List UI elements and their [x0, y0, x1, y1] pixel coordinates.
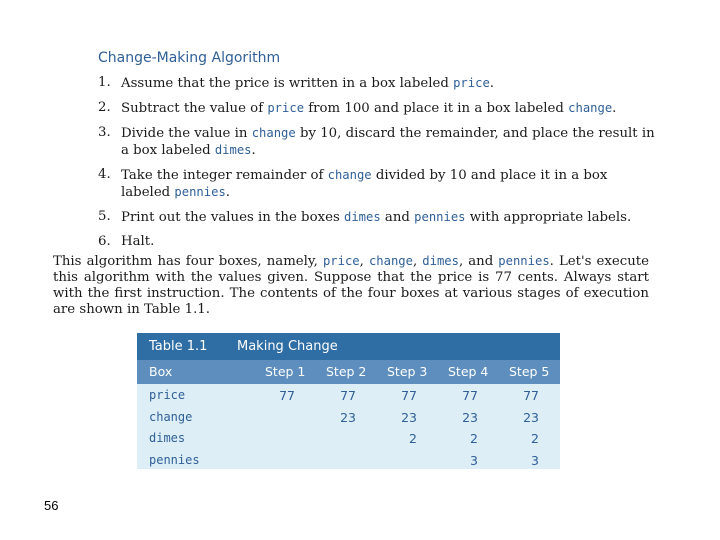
- box-name: price: [149, 388, 186, 402]
- code-identifier: change: [251, 126, 296, 140]
- text-run: by 10, discard the remainder, and place the result in a box labeled: [121, 126, 655, 158]
- text-run: Divide the value in: [121, 126, 252, 141]
- algorithm-step-5: [98, 209, 658, 226]
- box-name: change: [149, 409, 193, 424]
- step-5-value: 3: [531, 452, 539, 468]
- step-text: [121, 75, 658, 92]
- making-change-table: [137, 333, 560, 469]
- text-run: .: [612, 101, 617, 116]
- step-number: 3.: [98, 125, 111, 140]
- step-4-value: 77: [462, 388, 478, 403]
- header-box: Box: [149, 364, 173, 379]
- text-run: This algorithm has four boxes, namely,: [53, 254, 323, 269]
- algorithm-step-2: [98, 100, 658, 117]
- algorithm-step-6: [98, 234, 658, 250]
- code-identifier: price: [322, 254, 360, 268]
- step-number: 4.: [98, 167, 111, 182]
- text-run: ,: [412, 254, 423, 269]
- algorithm-step-4: [98, 167, 658, 201]
- code-identifier: pennies: [414, 210, 466, 224]
- text-run: Subtract the value of: [121, 101, 268, 116]
- code-identifier: price: [267, 101, 305, 115]
- text-run: Take the integer remainder of: [121, 168, 328, 183]
- step-2-value: 23: [340, 409, 356, 425]
- code-identifier: pennies: [174, 185, 226, 199]
- text-run: , and: [458, 254, 499, 269]
- table-number: Table 1.1: [149, 339, 208, 354]
- text-run: Assume that the price is written in a box labeled: [121, 76, 454, 91]
- text-run: .: [225, 185, 231, 200]
- step-number: 6.: [98, 234, 111, 249]
- table-name: Making Change: [237, 339, 338, 354]
- step-text: [121, 125, 658, 159]
- text-run: .: [489, 76, 495, 91]
- step-3-value: 77: [401, 388, 417, 403]
- algorithm-step-1: [98, 75, 658, 92]
- text-run: .: [251, 143, 256, 158]
- step-number: 1.: [98, 75, 111, 90]
- page-number: 56: [44, 498, 59, 513]
- algorithm-steps: [98, 75, 658, 258]
- code-identifier: dimes: [344, 210, 381, 224]
- step-text: [121, 209, 658, 226]
- step-3-value: 2: [409, 431, 417, 446]
- header-step-4: Step 4: [448, 364, 489, 379]
- step-5-value: 23: [523, 409, 539, 425]
- box-name: dimes: [149, 431, 186, 445]
- table-row: [137, 429, 560, 450]
- header-step-3: Step 3: [387, 364, 428, 379]
- explanation-paragraph: [53, 253, 649, 318]
- code-identifier: change: [368, 254, 413, 268]
- table-header-row: [137, 360, 560, 384]
- step-text: [121, 234, 658, 250]
- text-run: with appropriate labels.: [465, 210, 632, 225]
- step-4-value: 23: [462, 409, 478, 425]
- text-run: ,: [359, 254, 369, 269]
- step-4-value: 3: [470, 452, 478, 468]
- step-4-value: 2: [470, 431, 478, 446]
- text-run: from 100 and place it in a box labeled: [304, 101, 569, 116]
- step-1-value: 77: [279, 388, 295, 403]
- step-text: [121, 167, 658, 201]
- step-3-value: 23: [401, 409, 417, 425]
- algorithm-step-3: [98, 125, 658, 159]
- code-identifier: dimes: [214, 143, 252, 157]
- step-2-value: 77: [340, 388, 356, 403]
- header-step-1: Step 1: [265, 364, 306, 379]
- code-identifier: change: [568, 101, 613, 115]
- table-row: [137, 451, 560, 472]
- text-run: and: [380, 210, 415, 225]
- step-5-value: 2: [531, 431, 539, 446]
- text-run: . Let's execute this algorithm with the values given. Suppose that the price is 77 cents. Always start with the first instruction. The contents of the four boxes at various stages of execution are shown in Table 1.1.: [53, 254, 649, 317]
- text-run: Print out the values in the boxes: [121, 210, 344, 225]
- step-number: 2.: [98, 100, 111, 115]
- table-row: [137, 408, 560, 429]
- code-identifier: pennies: [498, 254, 550, 268]
- table-row: [137, 386, 560, 407]
- header-step-5: Step 5: [509, 364, 550, 379]
- box-name: pennies: [149, 452, 200, 467]
- step-5-value: 77: [523, 388, 539, 403]
- text-run: Halt.: [121, 234, 155, 249]
- step-text: [121, 100, 658, 117]
- code-identifier: price: [453, 76, 490, 90]
- code-identifier: change: [327, 168, 372, 182]
- text-run: divided by 10 and place it in a box labeled: [121, 168, 608, 200]
- table-caption: [137, 333, 560, 360]
- code-identifier: dimes: [422, 254, 459, 268]
- step-number: 5.: [98, 209, 111, 224]
- algorithm-title: Change-Making Algorithm: [98, 50, 281, 66]
- header-step-2: Step 2: [326, 364, 367, 379]
